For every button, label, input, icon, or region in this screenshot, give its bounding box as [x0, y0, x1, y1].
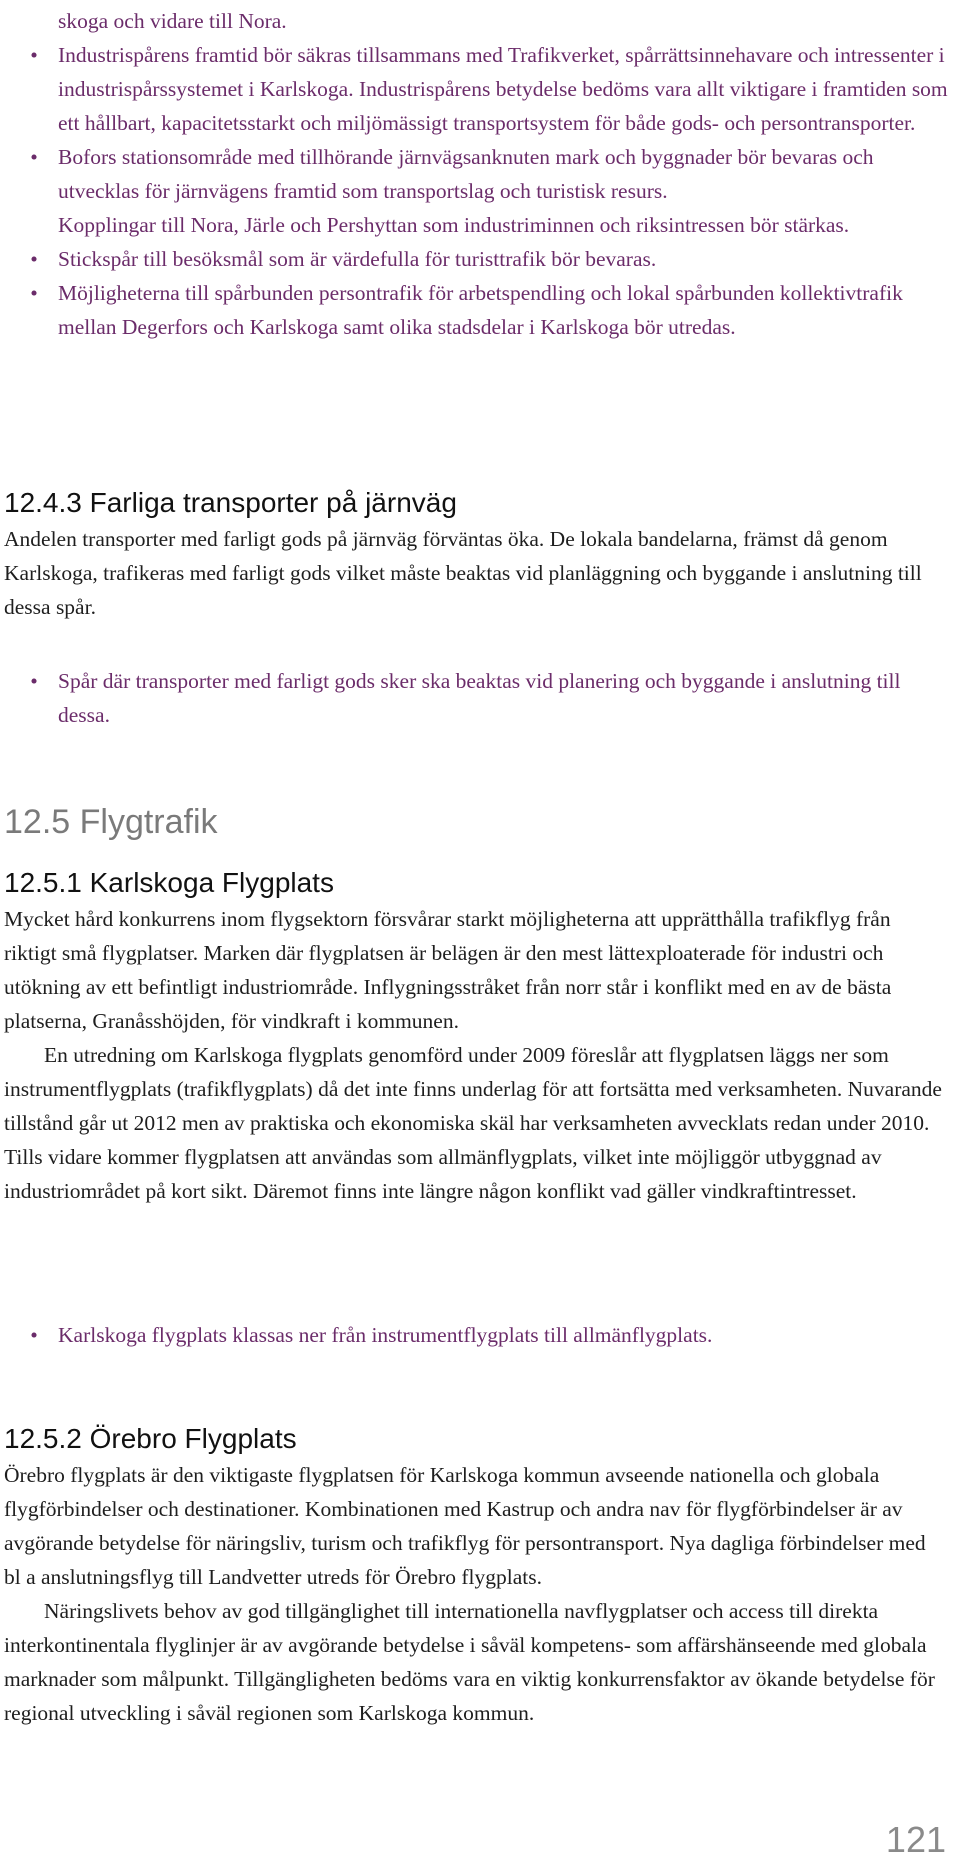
section-body-1252: [4, 1458, 944, 1730]
bullet-text: Bofors stationsområde med tillhörande järnvägsanknuten mark och byggnader bör bevaras och utvecklas för järnvägens framtid som transportslag och turistisk resurs.: [58, 145, 874, 203]
bullet-list-railway: [0, 38, 960, 344]
bullet-marker: •: [30, 43, 38, 67]
bullet-marker: •: [30, 1323, 38, 1347]
paragraph: Mycket hård konkurrens inom flygsektorn försvårar starkt möjligheterna att upprätthålla trafikflyg från riktigt små flygplatser. Marken där flygplatsen är belägen är den mest lättexploaterade för industri och utökning av ett befintligt industriområde. Inflygningsstråket från norr står i konflikt med en av de bästa platserna, Granåsshöjden, för vindkraft i kommunen.: [4, 907, 892, 1033]
bullet-text: Möjligheterna till spårbunden persontrafik för arbetspendling och lokal spårbunden kollektivtrafik mellan Degerfors och Karlskoga samt olika stadsdelar i Karlskoga bör utredas.: [58, 281, 903, 339]
bullet-marker: •: [30, 669, 38, 693]
paragraph: Andelen transporter med farligt gods på järnväg förväntas öka. De lokala bandelarna, främst då genom Karlskoga, trafikeras med farligt gods vilket måste beaktas vid planläggning och byggande i anslutning till dessa spår.: [4, 527, 922, 619]
bullet-continuation: [0, 208, 960, 242]
list-item: [0, 140, 960, 208]
list-item: [0, 664, 960, 732]
section-body-1251: [4, 902, 944, 1208]
bullet-text: Industrispårens framtid bör säkras tillsammans med Trafikverket, spårrättsinnehavare och intressenter i industrispårssystemet i Karlskoga. Industrispårens betydelse bedöms vara allt viktigare i framtiden som ett hållbart, kapacitetsstarkt och miljömässigt transportsystem för både gods- och persontransporter.: [58, 43, 948, 135]
section-heading-1243: 12.4.3 Farliga transporter på järnväg: [4, 487, 457, 518]
paragraph: En utredning om Karlskoga flygplats genomförd under 2009 föreslår att flygplatsen läggs ner som instrumentflygplats (trafikflygplats) då det inte finns underlag för att fortsätta med verksamheten. Nuvarande tillstånd går ut 2012 men av praktiska och ekonomiska skäl har verksamheten avvecklats redan under 2010. Tills vidare kommer flygplatsen att användas som allmänflygplats, vilket inte möjliggör utbyggnad av industriområdet på kort sikt. Däremot finns inte längre någon konflikt vad gäller vindkraftintresset.: [4, 1043, 942, 1203]
section-heading-1252: 12.5.2 Örebro Flygplats: [4, 1423, 297, 1454]
section-body-1243: [4, 522, 944, 624]
paragraph: Näringslivets behov av god tillgänglighet till internationella navflygplatser och access till direkta interkontinentala flyglinjer är av avgörande betydelse i såväl kompetens- som affärshänseende med globala marknader som målpunkt. Tillgängligheten bedöms vara en viktig konkurrensfaktor av ökande betydelse för regional utveckling i såväl regionen som Karlskoga kommun.: [4, 1599, 935, 1725]
bullet-text: Stickspår till besöksmål som är värdefulla för turisttrafik bör bevaras.: [58, 247, 657, 271]
list-item: [0, 276, 960, 344]
paragraph: Örebro flygplats är den viktigaste flygplatsen för Karlskoga kommun avseende nationella och globala flygförbindelser och destinationer. Kombinationen med Kastrup och andra nav för flygförbindelser är av avgörande betydelse för näringsliv, turism och trafikflyg för persontransport. Nya dagliga förbindelser med bl a anslutningsflyg till Landvetter utreds för Örebro flygplats.: [4, 1463, 926, 1589]
bullet-marker: •: [30, 281, 38, 305]
bullet-marker: •: [30, 247, 38, 271]
bullet-text: Karlskoga flygplats klassas ner från instrumentflygplats till allmänflygplats.: [58, 1323, 713, 1347]
section-heading-1251: 12.5.1 Karlskoga Flygplats: [4, 867, 334, 898]
list-item: [0, 1318, 960, 1352]
bullet-list-1251: [0, 1318, 960, 1352]
bullet-list-1243: [0, 664, 960, 732]
section-heading-125: 12.5 Flygtrafik: [4, 803, 218, 841]
list-item: [0, 38, 960, 140]
bullet-marker: •: [30, 145, 38, 169]
bullet-continuation-text: Kopplingar till Nora, Järle och Pershyttan som industriminnen och riksintressen bör stärkas.: [58, 213, 850, 237]
continued-bullet-fragment: skoga och vidare till Nora.: [58, 9, 287, 33]
bullet-text: Spår där transporter med farligt gods sker ska beaktas vid planering och byggande i anslutning till dessa.: [58, 669, 901, 727]
page-number: 121: [885, 1819, 946, 1860]
list-item: [0, 242, 960, 276]
